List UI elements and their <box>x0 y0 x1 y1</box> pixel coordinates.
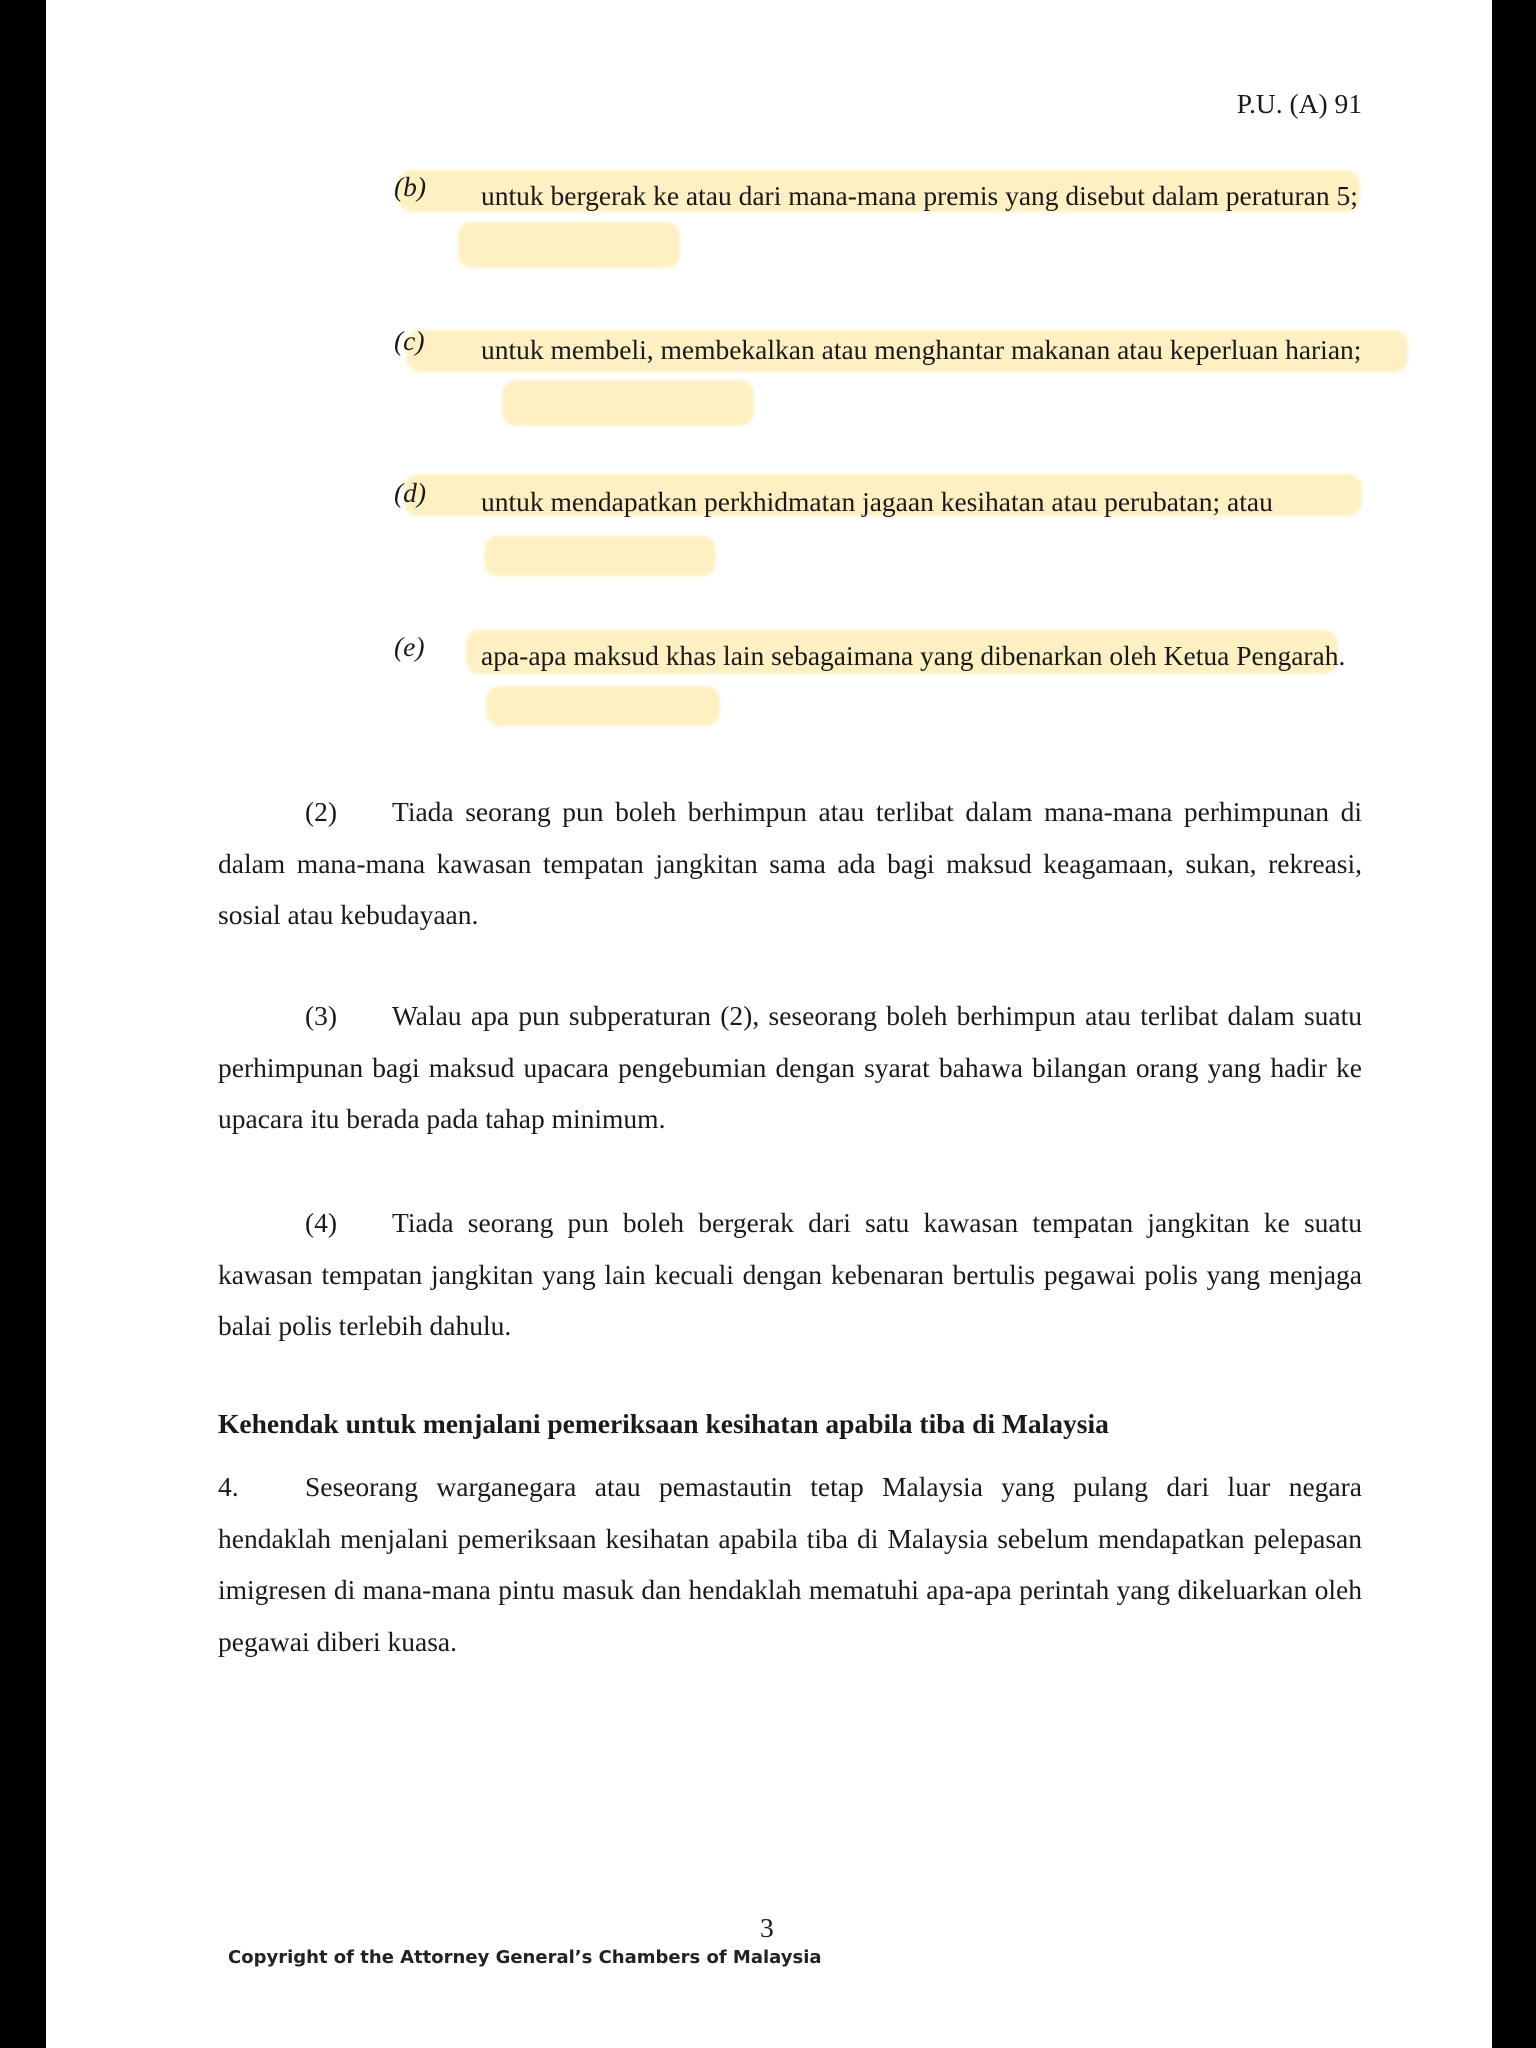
item-label: (e) <box>394 631 425 662</box>
section-text: Seseorang warganegara atau pemastautin tetap Malaysia yang pulang dari luar negara hendaklah menjalani pemeriksaan kesihatan apabila tiba di Malaysia sebelum mendapatkan pelepasan imigresen di mana-mana pintu masuk dan hendaklah mematuhi apa-apa perintah yang dikeluarkan oleh pegawai diberi kuasa. <box>218 1471 1362 1657</box>
paragraph <box>218 990 1362 1145</box>
list-item <box>394 171 1362 221</box>
section-number: 4. <box>218 1471 239 1502</box>
paragraph-number: (2) <box>305 796 338 827</box>
item-label: (d) <box>394 477 427 508</box>
document-page <box>46 0 1492 2048</box>
highlight-mark <box>458 222 680 268</box>
section-heading: Kehendak untuk menjalani pemeriksaan kesihatan apabila tiba di Malaysia <box>218 1408 1109 1439</box>
list-item <box>394 631 1362 681</box>
paragraph-text: Walau apa pun subperaturan (2), seseorang boleh berhimpun atau terlibat dalam suatu perhimpunan bagi maksud upacara pengebumian dengan syarat bahawa bilangan orang yang hadir ke upacara itu berada pada tahap minimum. <box>218 1000 1362 1134</box>
paragraph-number: (3) <box>305 1000 338 1031</box>
section-paragraph <box>218 1461 1362 1667</box>
item-text: apa-apa maksud khas lain sebagaimana yang dibenarkan oleh Ketua Pengarah. <box>481 640 1346 671</box>
item-label: (b) <box>394 171 427 202</box>
highlight-mark <box>484 536 716 576</box>
item-text: untuk mendapatkan perkhidmatan jagaan kesihatan atau perubatan; atau <box>481 486 1273 517</box>
item-label: (c) <box>394 325 425 356</box>
page-number: 3 <box>760 1912 774 1943</box>
item-text: untuk membeli, membekalkan atau menghantar makanan atau keperluan harian; <box>481 334 1362 365</box>
paragraph-text: Tiada seorang pun boleh bergerak dari satu kawasan tempatan jangkitan ke suatu kawasan tempatan jangkitan yang lain kecuali dengan kebenaran bertulis pegawai polis yang menjaga balai polis terlebih dahulu. <box>218 1207 1362 1341</box>
highlight-mark <box>502 380 754 426</box>
paragraph <box>218 786 1362 941</box>
document-reference: P.U. (A) 91 <box>1236 88 1362 119</box>
paragraph <box>218 1197 1362 1352</box>
item-text: untuk bergerak ke atau dari mana-mana premis yang disebut dalam peraturan 5; <box>481 180 1358 211</box>
list-item <box>394 477 1362 527</box>
document-body <box>46 0 1492 2048</box>
copyright-footer: Copyright of the Attorney General’s Chambers of Malaysia <box>228 1947 822 1968</box>
paragraph-number: (4) <box>305 1207 338 1238</box>
highlight-mark <box>486 686 720 726</box>
list-item <box>394 325 1362 375</box>
paragraph-text: Tiada seorang pun boleh berhimpun atau terlibat dalam mana-mana perhimpunan di dalam mana-mana kawasan tempatan jangkitan sama ada bagi maksud keagamaan, sukan, rekreasi, sosial atau kebudayaan. <box>218 796 1362 930</box>
